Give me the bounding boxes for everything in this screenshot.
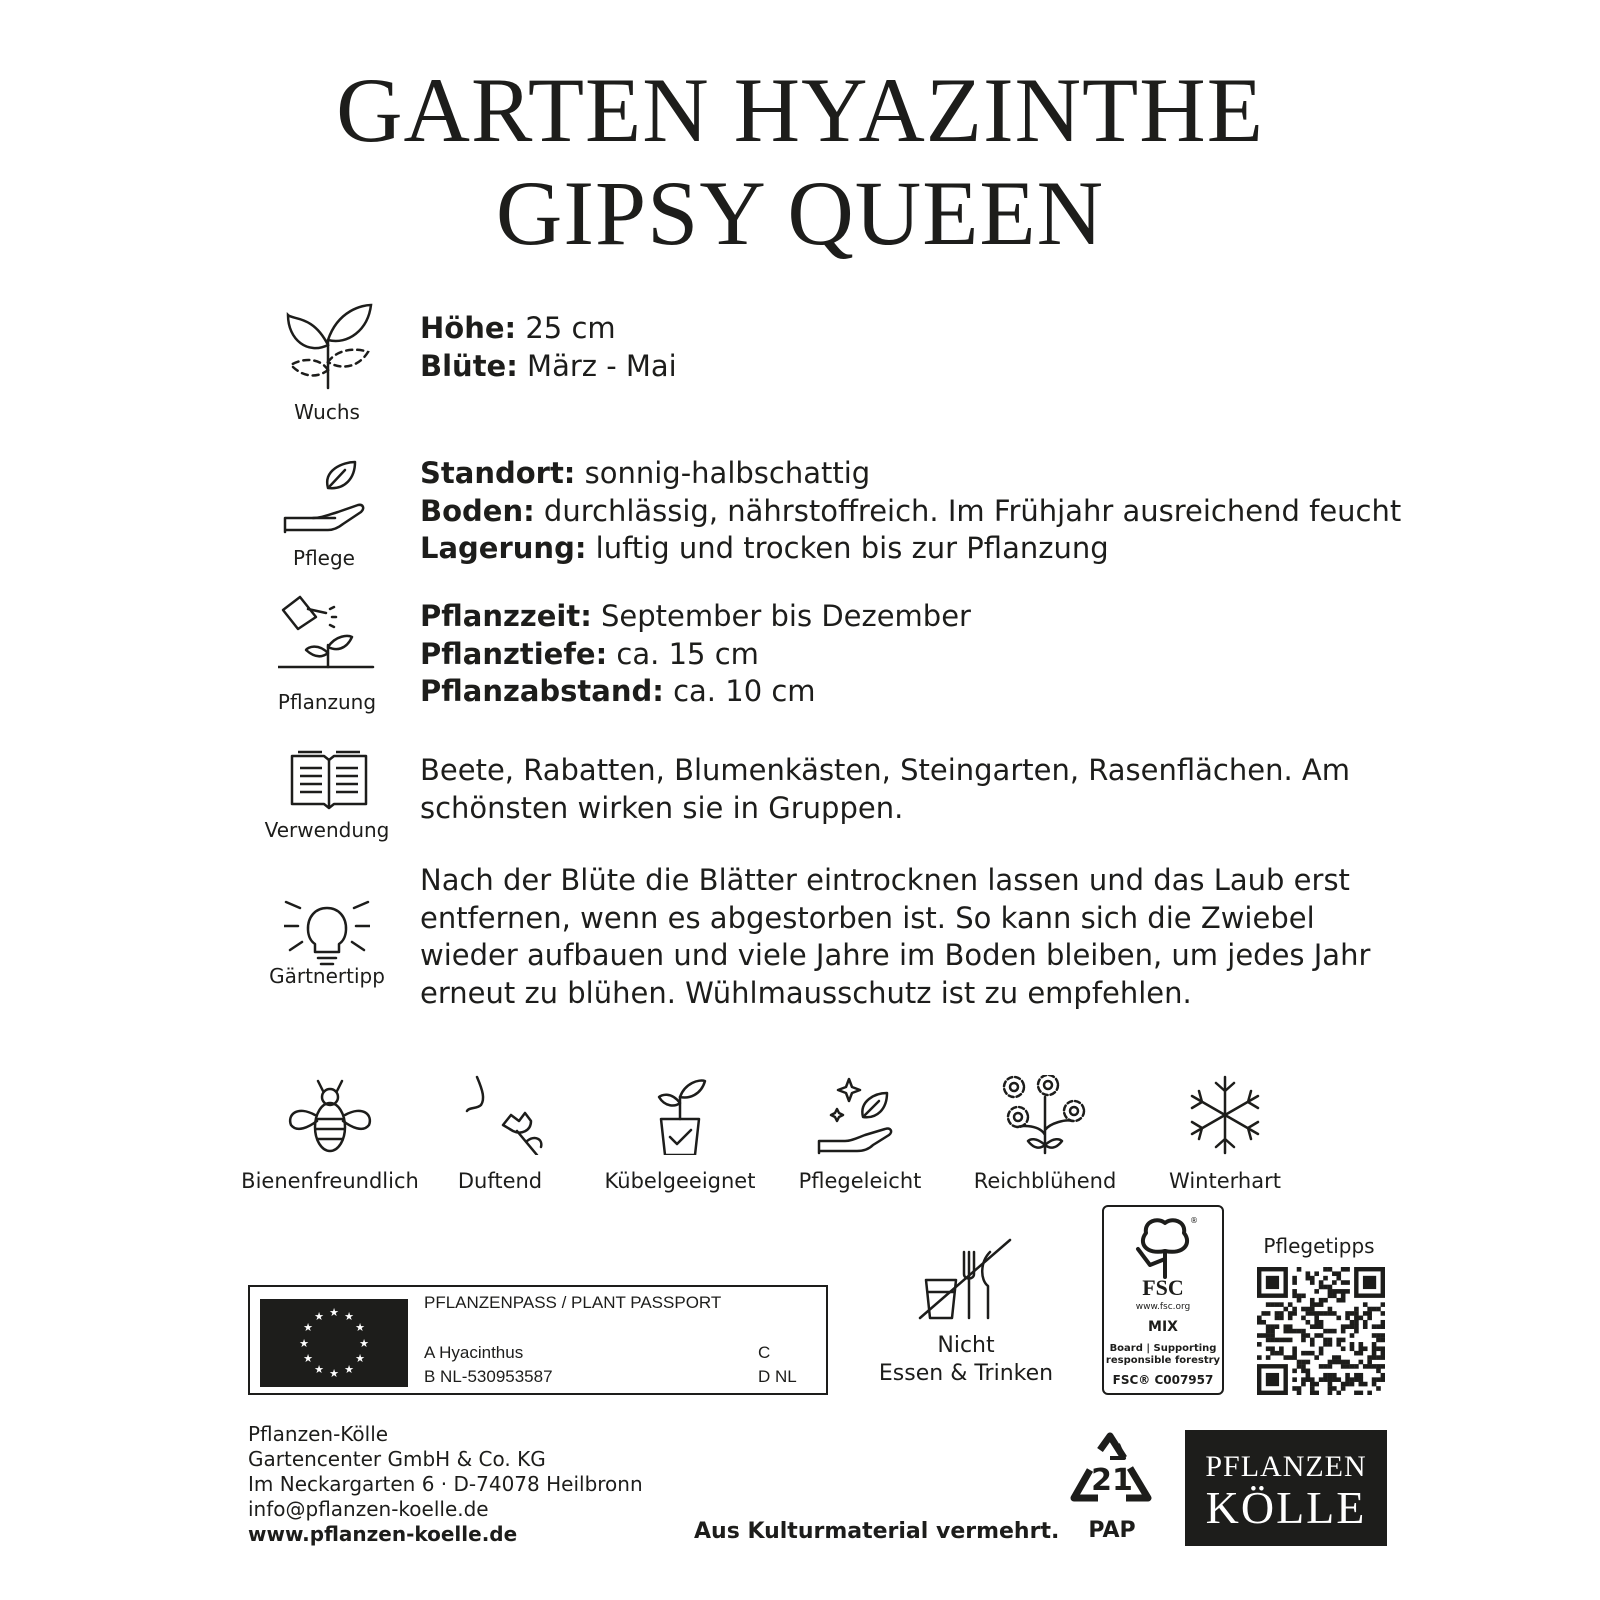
- address-line-2: Gartencenter GmbH & Co. KG: [248, 1447, 546, 1471]
- pot-plant-icon: [635, 1075, 725, 1155]
- qr-code[interactable]: [1257, 1267, 1385, 1399]
- hand-leaf-icon: [815, 1075, 905, 1155]
- svg-text:★: ★: [303, 1352, 313, 1365]
- feature-label: Winterhart: [1169, 1169, 1281, 1193]
- book-icon: [290, 748, 368, 812]
- warning-text: Nicht Essen & Trinken: [878, 1333, 1054, 1386]
- pflege-info: [420, 455, 1401, 568]
- fsc-mix: MIX: [1148, 1319, 1178, 1335]
- info-row-pflanztiefe: Pflanztiefe: ca. 15 cm: [420, 636, 759, 671]
- feature-kuebelgeeignet: [590, 1075, 770, 1193]
- address-email[interactable]: info@pflanzen-koelle.de: [248, 1497, 489, 1521]
- verwendung-label: Verwendung: [264, 818, 390, 842]
- info-row-boden: Boden: durchlässig, nährstoffreich. Im Frühjahr ausreichend feucht: [420, 493, 1402, 528]
- feature-label: Duftend: [457, 1169, 543, 1193]
- svg-text:®: ®: [1190, 1216, 1198, 1225]
- title-line-1: GARTEN HYAZINTHE: [336, 59, 1264, 161]
- feature-label: Kübelgeeignet: [604, 1169, 756, 1193]
- flowers-icon: [1000, 1075, 1090, 1155]
- feature-duftend: [410, 1075, 590, 1193]
- svg-text:★: ★: [314, 1363, 324, 1376]
- address-line-3: Im Neckargarten 6 · D-74078 Heilbronn: [248, 1472, 643, 1496]
- qr-label: Pflegetipps: [1263, 1234, 1375, 1258]
- info-row-pflanzzeit: Pflanzzeit: September bis Dezember: [420, 599, 971, 633]
- fsc-tree-icon: [1132, 1215, 1198, 1283]
- svg-text:★: ★: [359, 1337, 369, 1350]
- gaertnertipp-text: Nach der Blüte die Blätter eintrocknen lassen und das Laub erst entfernen, wenn es abgestorben ist. So kann sich die Zwiebel wieder aufbauen und viele Jahre im Boden bleiben, um jedes Jahr erneut zu blühen. Wühlmausschutz ist zu empfehlen.: [420, 863, 1371, 1010]
- fsc-code: FSC® C007957: [1112, 1373, 1214, 1387]
- brand-line-2: KÖLLE: [1205, 1482, 1367, 1533]
- recycling-number: 21: [1091, 1463, 1133, 1498]
- svg-text:★: ★: [355, 1352, 365, 1365]
- pflanzung-label: Pflanzung: [277, 690, 377, 714]
- svg-text:★: ★: [303, 1321, 313, 1334]
- passport-heading: PFLANZENPASS / PLANT PASSPORT: [424, 1293, 722, 1312]
- company-address: [248, 1422, 643, 1547]
- feature-bienenfreundlich: [240, 1075, 420, 1193]
- brand-line-1: PFLANZEN: [1205, 1450, 1367, 1483]
- passport-c: C: [758, 1343, 771, 1362]
- gaertnertipp-label: Gärtnertipp: [269, 964, 385, 988]
- snowflake-icon: [1180, 1075, 1270, 1155]
- fsc-label: [1102, 1205, 1224, 1395]
- info-row-lagerung: Lagerung: luftig und trocken bis zur Pflanzung: [420, 531, 1109, 565]
- pflanzung-info: [420, 598, 971, 711]
- info-row-hoehe: Höhe: 25 cm: [420, 311, 616, 345]
- watering-can-icon: [278, 595, 378, 685]
- svg-text:★: ★: [344, 1363, 354, 1376]
- title-line-2: GIPSY QUEEN: [495, 162, 1105, 264]
- nose-flower-icon: [455, 1075, 545, 1155]
- feature-reichbluehend: [955, 1075, 1135, 1193]
- plant-passport: [248, 1285, 828, 1395]
- fsc-url: www.fsc.org: [1135, 1302, 1191, 1312]
- cultivation-note: Aus Kulturmaterial vermehrt.: [694, 1519, 1060, 1544]
- address-line-1: Pflanzen-Kölle: [248, 1422, 389, 1446]
- feature-winterhart: [1135, 1075, 1315, 1193]
- feature-label: Reichblühend: [973, 1169, 1117, 1193]
- info-row-standort: Standort: sonnig-halbschattig: [420, 456, 871, 490]
- fsc-mark: FSC: [1142, 1275, 1184, 1300]
- bee-icon: [285, 1075, 375, 1155]
- eu-flag-icon: [260, 1299, 408, 1387]
- sprout-icon: [283, 300, 373, 390]
- address-web[interactable]: www.pflanzen-koelle.de: [248, 1522, 518, 1546]
- svg-text:★: ★: [299, 1337, 309, 1350]
- info-row-pflanzabstand: Pflanzabstand: ca. 10 cm: [420, 674, 816, 708]
- hand-leaf-icon: [283, 460, 373, 535]
- feature-label: Pflegeleicht: [798, 1169, 922, 1193]
- feature-label: Bienenfreundlich: [241, 1169, 419, 1193]
- recycling-code: PAP: [1088, 1518, 1136, 1543]
- verwendung-text: Beete, Rabatten, Blumenkästen, Steingarten, Rasenflächen. Am schönsten wirken sie in Gruppen.: [420, 753, 1350, 825]
- lightbulb-icon: [284, 892, 370, 968]
- svg-text:★: ★: [329, 1306, 339, 1319]
- fsc-claim: Board | Supporting responsible forestry: [1105, 1343, 1221, 1366]
- passport-d: D NL: [758, 1367, 797, 1386]
- passport-a: A Hyacinthus: [424, 1343, 524, 1362]
- wuchs-info: [420, 310, 677, 385]
- passport-b: B NL-530953587: [424, 1367, 553, 1386]
- svg-text:★: ★: [314, 1310, 324, 1323]
- feature-pflegeleicht: [770, 1075, 950, 1193]
- wuchs-label: Wuchs: [294, 400, 360, 424]
- info-row-bluete: Blüte: März - Mai: [420, 348, 677, 383]
- brand-logo: [1185, 1430, 1387, 1546]
- pflege-label: Pflege: [293, 546, 355, 570]
- svg-text:★: ★: [329, 1367, 339, 1380]
- no-food-drink-icon: [918, 1238, 1014, 1324]
- svg-text:★: ★: [355, 1321, 365, 1334]
- svg-text:★: ★: [344, 1310, 354, 1323]
